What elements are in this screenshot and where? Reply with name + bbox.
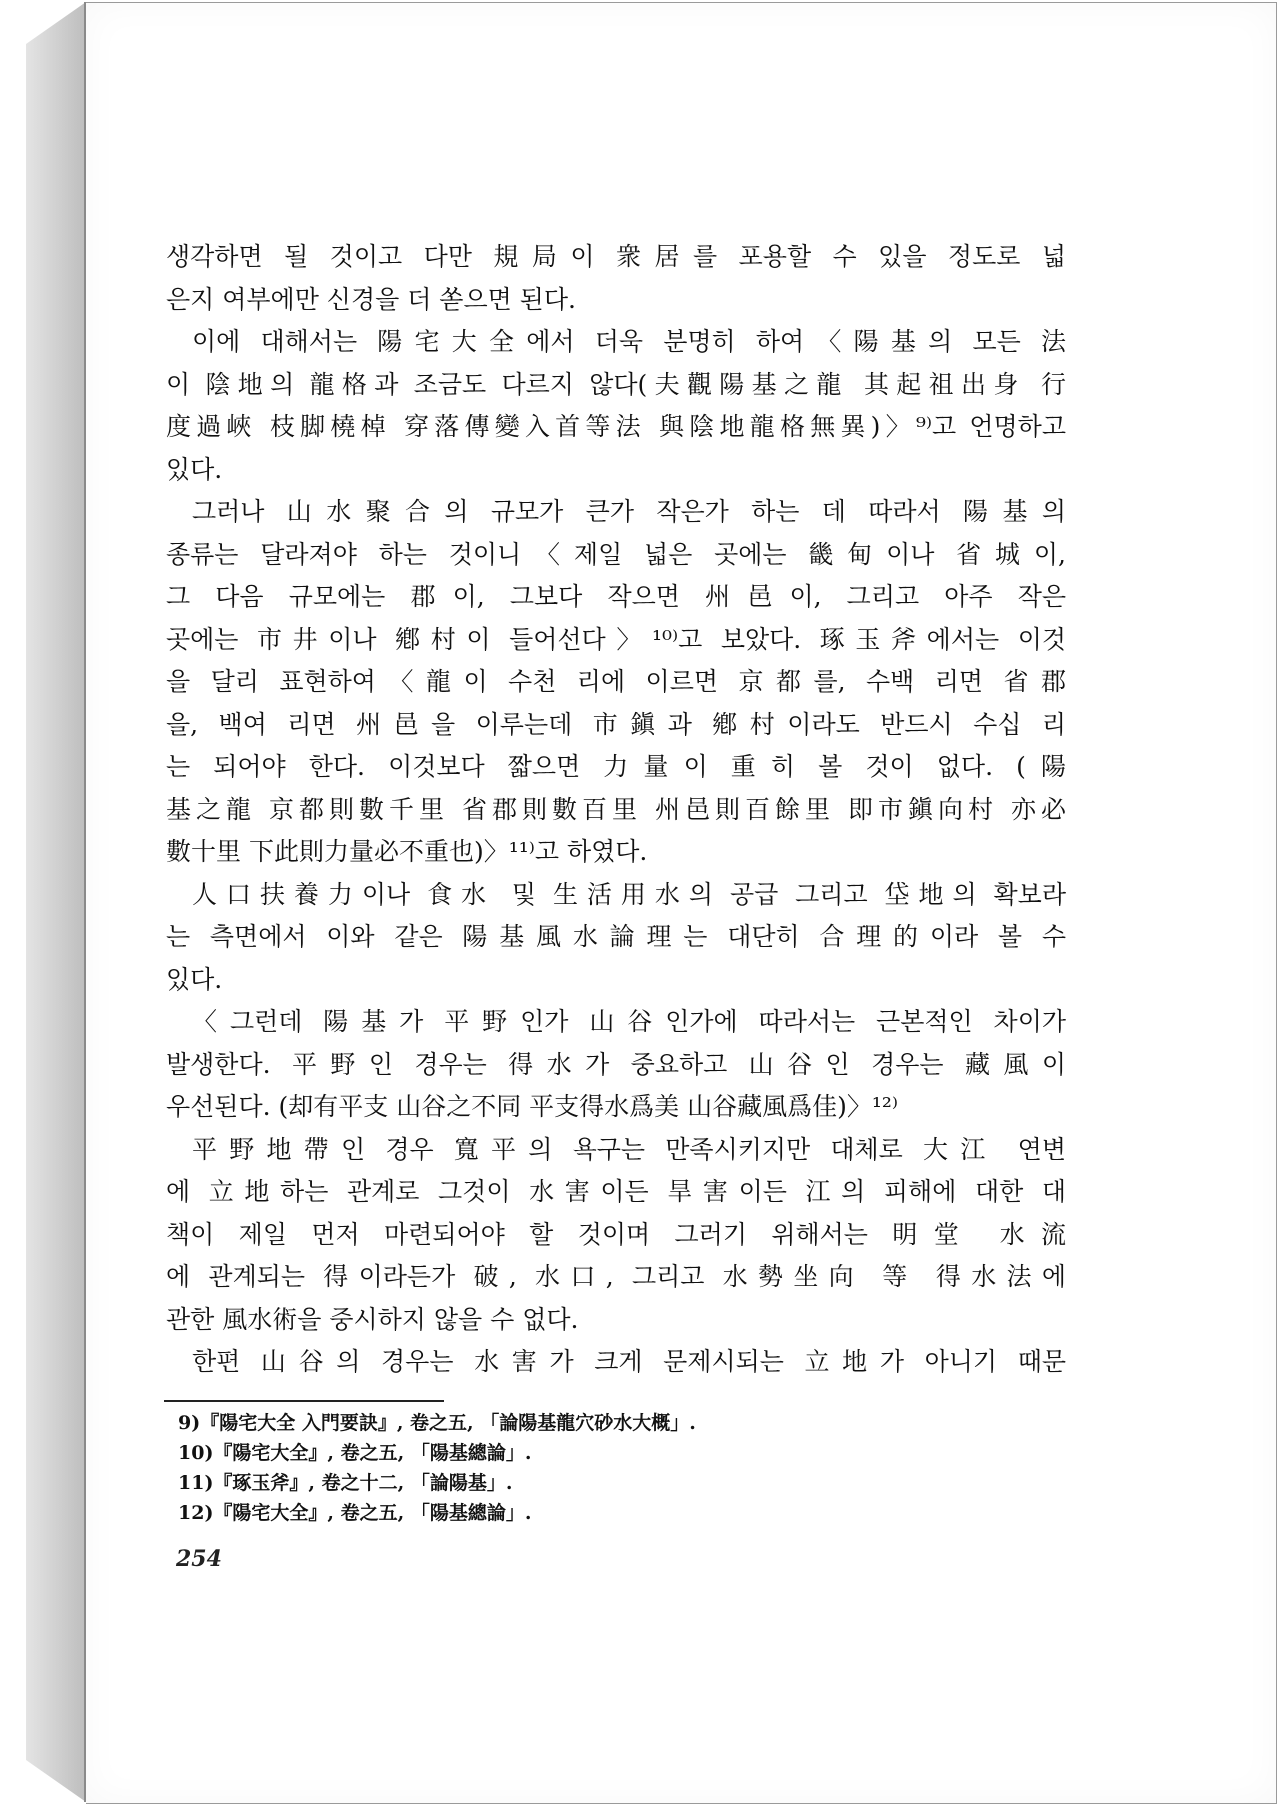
book-spine — [26, 2, 86, 1802]
body-text — [166, 236, 1066, 1384]
body-line: 한편 山谷의 경우는 水害가 크게 문제시되는 立地가 아니기 때문 — [192, 1347, 1066, 1376]
body-line: 관한 風水術을 중시하지 않을 수 없다. — [166, 1304, 579, 1334]
body-line: 있다. — [166, 964, 223, 994]
footnote-rule — [164, 1400, 444, 1402]
body-line: 은지 여부에만 신경을 더 쏟으면 된다. — [166, 284, 576, 314]
body-line: 〈그런데 陽基가 平野인가 山谷인가에 따라서는 근본적인 차이가 — [192, 1007, 1066, 1036]
body-line: 그 다음 규모에는 郡이, 그보다 작으면 州邑이, 그리고 아주 작은 — [166, 582, 1066, 611]
body-line: 는 측면에서 이와 같은 陽基風水論理는 대단히 合理的이라 볼 수 — [166, 922, 1066, 951]
body-line: 度過峽 枝脚橈棹 穿落傳變入首等法 與陰地龍格無異)〉⁹⁾고 언명하고 — [166, 412, 1066, 441]
body-line: 基之龍 京都則數千里 省郡則數百里 州邑則百餘里 即市鎭向村 亦必 — [166, 794, 1066, 824]
body-line: 을, 백여 리면 州邑을 이루는데 市鎭과 鄕村이라도 반드시 수십 리 — [166, 709, 1066, 739]
body-line: 平野地帶인 경우 寬平의 욕구는 만족시키지만 대체로 大江 연변 — [192, 1134, 1066, 1164]
footnote: 11)『琢玉斧』, 卷之十二, 「論陽基」. — [178, 1472, 513, 1494]
body-line: 발생한다. 平野인 경우는 得水가 중요하고 山谷인 경우는 藏風이 — [166, 1049, 1066, 1079]
body-line: 생각하면 될 것이고 다만 規局이 衆居를 포용할 수 있을 정도로 넓 — [166, 242, 1066, 271]
body-line: 人口扶養力이나 食水 및 生活用水의 공급 그리고 垈地의 확보라 — [192, 879, 1066, 909]
footnote: 10)『陽宅大全』, 卷之五, 「陽基總論」. — [178, 1442, 532, 1464]
footnote: 12)『陽宅大全』, 卷之五, 「陽基總論」. — [178, 1502, 532, 1524]
body-line: 이에 대해서는 陽宅大全에서 더욱 분명히 하여〈陽基의 모든 法 — [192, 327, 1066, 356]
body-line: 우선된다. (却有平支 山谷之不同 平支得水爲美 山谷藏風爲佳)〉¹²⁾ — [166, 1092, 899, 1121]
body-line: 을 달리 표현하여〈龍이 수천 리에 이르면 京都를, 수백 리면 省郡 — [166, 667, 1066, 696]
body-line: 는 되어야 한다. 이것보다 짧으면 力量이 重히 볼 것이 없다. (陽 — [166, 752, 1066, 781]
body-line: 에 관계되는 得이라든가 破, 水口, 그리고 水勢坐向 等 得水法에 — [166, 1262, 1066, 1291]
body-line: 종류는 달라져야 하는 것이니〈제일 넓은 곳에는 畿甸이나 省城이, — [166, 539, 1066, 569]
footnotes — [178, 1408, 878, 1528]
body-line: 에 立地하는 관계로 그것이 水害이든 旱害이든 江의 피해에 대한 대 — [166, 1177, 1066, 1206]
body-line: 數十里 下此則力量必不重也)〉¹¹⁾고 하였다. — [166, 837, 648, 866]
body-line: 이 陰地의 龍格과 조금도 다르지 않다(夫觀陽基之龍 其起祖出身 行 — [166, 369, 1066, 399]
body-line: 그러나 山水聚合의 규모가 큰가 작은가 하는 데 따라서 陽基의 — [192, 497, 1066, 526]
body-line: 곳에는 市井이나 鄕村이 들어선다〉¹⁰⁾고 보았다. 琢玉斧에서는 이것 — [166, 624, 1066, 654]
body-line: 책이 제일 먼저 마련되어야 할 것이며 그러기 위해서는 明堂 水流 — [166, 1219, 1066, 1249]
body-line: 있다. — [166, 454, 223, 484]
page-number: 254 — [176, 1546, 222, 1572]
footnote: 9)『陽宅大全 入門要訣』, 卷之五, 「論陽基龍穴砂水大概」. — [178, 1412, 696, 1434]
